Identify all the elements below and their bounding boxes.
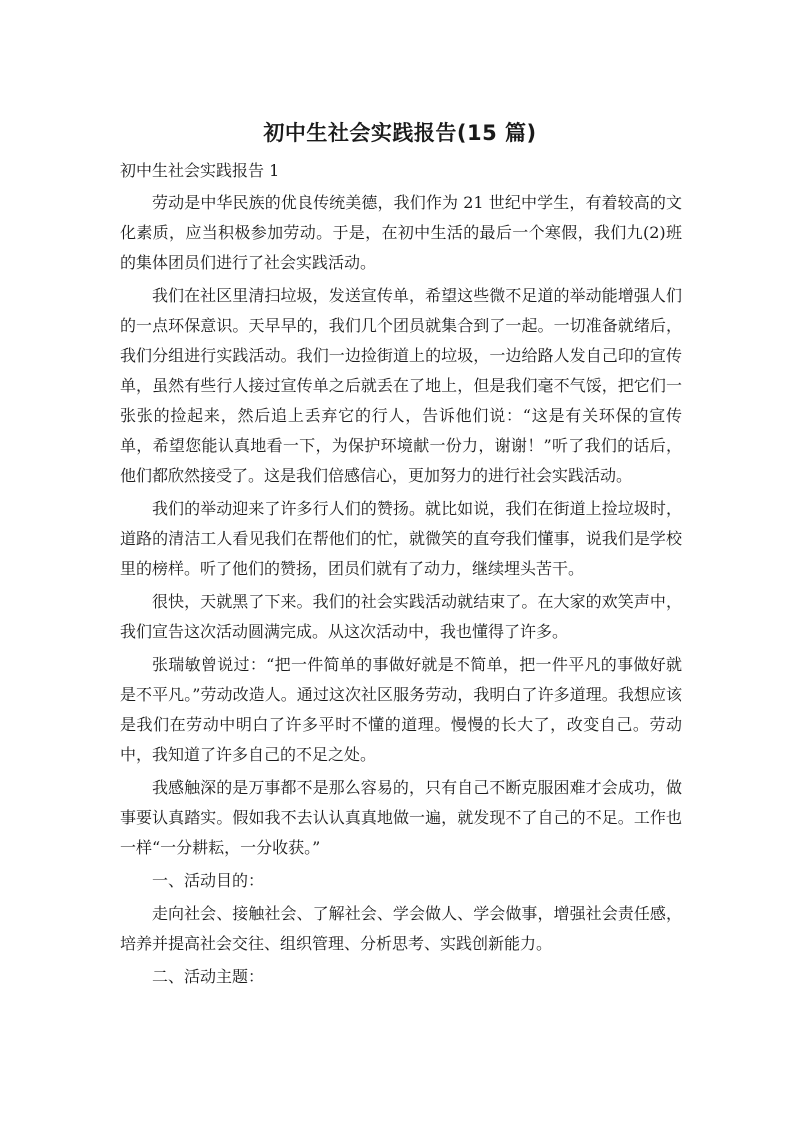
document-title: 初中生社会实践报告(15 篇) (263, 121, 537, 145)
section-heading-purpose: 一、活动目的： (152, 871, 265, 890)
paragraph-6: 我感触深的是万事都不是那么容易的，只有自己不断克服困难才会成功，做事要认真踏实。假如我不去认认真真地做一遍，就发现不了自己的不足。工作也一样“一分耕耘，一分收获。” (120, 778, 682, 857)
paragraph-1: 劳动是中华民族的优良传统美德，我们作为 21 世纪中学生，有着较高的文化素质，应当积极参加劳动。于是，在初中生活的最后一个寒假，我们九(2)班的集体团员们进行了社会实践活动。 (120, 193, 682, 272)
section-text-purpose: 走向社会、接触社会、了解社会、学会做人、学会做事，增强社会责任感，培养并提高社会交往、组织管理、分析思考、实践创新能力。 (120, 904, 682, 953)
section-heading-theme: 二、活动主题： (152, 967, 265, 986)
document-body (120, 156, 682, 995)
paragraph-3: 我们的举动迎来了许多行人们的赞扬。就比如说，我们在街道上捡垃圾时，道路的清洁工人看见我们在帮他们的忙，就微笑的直夸我们懂事，说我们是学校里的榜样。听了他们的赞扬，团员们就有了动力，继续埋头苦干。 (120, 499, 682, 578)
paragraph-4: 很快，天就黑了下来。我们的社会实践活动就结束了。在大家的欢笑声中，我们宣告这次活动圆满完成。从这次活动中，我也懂得了许多。 (120, 592, 682, 641)
report-subtitle: 初中生社会实践报告 1 (120, 161, 280, 180)
paragraph-2: 我们在社区里清扫垃圾，发送宣传单，希望这些微不足道的举动能增强人们的一点环保意识。天早早的，我们几个团员就集合到了一起。一切准备就绪后，我们分组进行实践活动。我们一边捡街道上的垃圾，一边给路人发自己印的宣传单，虽然有些行人接过宣传单之后就丢在了地上，但是我们毫不气馁，把它们一张张的捡起来，然后追上丢弃它的行人，告诉他们说：“这是有关环保的宣传单，希望您能认真地看一下，为保护环境献一份力，谢谢！”听了我们的话后，他们都欣然接受了。这是我们倍感信心，更加努力的进行社会实践活动。 (120, 286, 682, 485)
paragraph-5: 张瑞敏曾说过：“把一件简单的事做好就是不简单，把一件平凡的事做好就是不平凡。”劳动改造人。通过这次社区服务劳动，我明白了许多道理。我想应该是我们在劳动中明白了许多平时不懂的道理。慢慢的长大了，改变自己。劳动中，我知道了许多自己的不足之处。 (120, 655, 682, 764)
